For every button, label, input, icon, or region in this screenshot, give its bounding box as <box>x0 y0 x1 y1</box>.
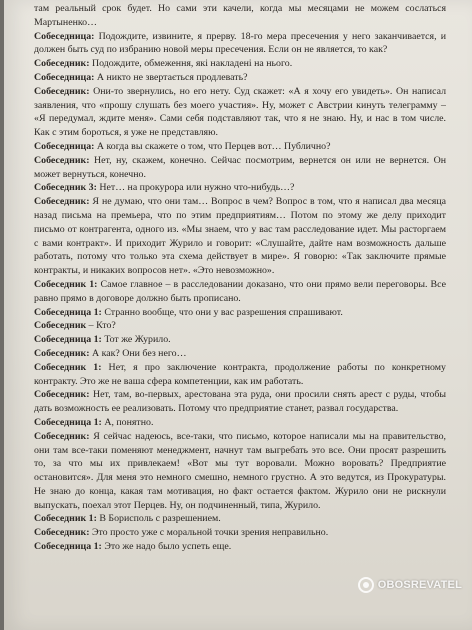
speaker-label: Собеседница: <box>34 71 95 83</box>
speaker-label: Собеседник: <box>34 430 90 442</box>
transcript-paragraph <box>34 526 446 540</box>
transcript-paragraph <box>34 333 446 347</box>
speaker-label: Собеседник 1: <box>34 513 97 525</box>
transcript-paragraph <box>34 388 446 416</box>
speaker-label: Собеседник 1: <box>34 361 102 373</box>
utterance-text: Самое главное – в расследовании доказано, что они прямо вели переговоры. Все равно прямо в договоре должно быть прописано. <box>34 278 446 304</box>
utterance-text: Я сейчас надеюсь, все-таки, что письмо, которое написали мы на правительство, они там все-таки поменяют менеджмент, начнут там выгребать это все. Они просят разрешить то, за что мы их привлекаем! «Вот мы тут воровали. Можно воровать? Предприятие остановится». Для меня это немного смешно, немного грустно. А это ведутся, из Прокуратуры. Не знаю до конца, какая там мотивация, но факт остается фактом. Журило они не рискнули выпускать, поехал этот Перцев. Ну, он подчиненный, типа, Журило. <box>34 430 446 511</box>
utterance-text: А никто не звертається продлевать? <box>94 71 248 83</box>
transcript-paragraph <box>34 195 446 278</box>
speaker-label: Собеседник: <box>34 347 90 359</box>
speaker-label: Собеседница 1: <box>34 334 102 346</box>
utterance-text: там реальный срок будет. Но сами эти качели, когда мы месяцами не можем сослаться Мартыненко… <box>34 3 446 28</box>
transcript-paragraph <box>34 154 446 182</box>
utterance-text: Они-то звернулись, но его нету. Суд скажет: «А я хочу его увидеть». Он написал заявления, что «прошу слушать без моего участия». Ну, может с Австрии кинуть телеграмму – «Я передумал, ждите меня». Сами себя подставляют так, что я не знаю. Ну, и нас в том числе. Как с этим бороться, я уже не представляю. <box>34 85 446 139</box>
speaker-label: Собеседница 1: <box>34 416 102 428</box>
utterance-text: Нет, там, во-первых, арестована эта руда, они просили снять арест с руды, чтобы дать возможность ее реализовать. Потому что предприятие станет, развал государства. <box>34 389 446 415</box>
speaker-label: Собеседник: <box>34 389 90 401</box>
transcript-paragraph <box>34 416 446 430</box>
utterance-text: Нет, я про заключение контракта, продолжение работы по конкретному контракту. Это же не ваша сфера компетенции, как им работать. <box>34 361 446 387</box>
transcript-paragraph <box>34 140 446 154</box>
transcript-paragraph <box>34 361 446 389</box>
transcript-text <box>34 2 446 554</box>
utterance-text: Тот же Журило. <box>101 334 171 346</box>
speaker-label: Собеседница 1: <box>34 541 102 553</box>
transcript-paragraph <box>34 85 446 140</box>
speaker-label: Собеседница 1: <box>34 306 102 318</box>
utterance-text: Это просто уже с моральной точки зрения неправильно. <box>89 527 329 539</box>
utterance-text: Нет… на прокурора или нужно что-нибудь…? <box>96 182 295 194</box>
speaker-label: Собеседник: <box>34 154 90 166</box>
utterance-text: Странно вообще, что они у вас разрешения спрашивают. <box>101 306 343 318</box>
utterance-text: Подождите, извините, я прерву. 18-го мера пресечения у него заканчивается, и должен быть суд по избранию новой меры пресечения. Если он не является, то как? <box>34 30 446 56</box>
transcript-paragraph <box>34 71 446 85</box>
utterance-text: А, понятно. <box>101 416 154 428</box>
transcript-paragraph <box>34 540 446 554</box>
speaker-label: Собеседник: <box>34 196 90 208</box>
utterance-text: Это же надо было успеть еще. <box>101 541 232 553</box>
transcript-paragraph <box>34 430 446 513</box>
speaker-label: Собеседница: <box>34 140 95 152</box>
transcript-paragraph <box>34 347 446 361</box>
speaker-label: Собеседник: <box>34 58 90 70</box>
transcript-paragraph <box>34 181 446 195</box>
utterance-text: – Кто? <box>86 320 116 332</box>
transcript-paragraph <box>34 319 446 333</box>
obozrevatel-logo-icon <box>358 577 374 593</box>
speaker-label: Собеседник: <box>34 527 90 539</box>
utterance-text: В Борисполь с разрешением. <box>96 513 221 525</box>
transcript-paragraph <box>34 512 446 526</box>
utterance-text: А как? Они без него… <box>89 347 187 359</box>
speaker-label: Собеседник <box>34 320 87 332</box>
utterance-text: Я не думаю, что они там… Вопрос в чем? Вопрос в том, что я написал два месяца назад письма на премьера, что по этим предприятиям… Потом по этому же делу приходит письмо от контрагента, одного из. «Мы знаем, что у вас там расследование идет. Мы расторгаем с вами контракт». И приходит Журило и говорит: «Слушайте, дайте нам возможность дальше работать, потому что только эта схема действует в мире». Я говорю: «Так заключите прямые контракты, и никаких вопросов нет». «Это невозможно». <box>34 196 446 277</box>
watermark <box>358 577 462 593</box>
speaker-label: Собеседник 3: <box>34 182 97 194</box>
speaker-label: Собеседник: <box>34 85 90 97</box>
transcript-paragraph <box>34 306 446 320</box>
transcript-paragraph <box>34 30 446 58</box>
utterance-text: А когда вы скажете о том, что Перцев вот… Публично? <box>94 140 331 152</box>
speaker-label: Собеседник 1: <box>34 278 98 290</box>
document-page <box>4 0 472 630</box>
transcript-paragraph <box>34 57 446 71</box>
watermark-text: OBOSREVATEL <box>377 579 462 591</box>
transcript-paragraph <box>34 2 446 30</box>
utterance-text: Подождите, обмеження, які накладені на нього. <box>89 58 293 70</box>
utterance-text: Нет, ну, скажем, конечно. Сейчас посмотрим, вернется он или не вернется. Он может вернуться, конечно. <box>34 154 446 180</box>
speaker-label: Собеседница: <box>34 30 95 42</box>
transcript-paragraph <box>34 278 446 306</box>
